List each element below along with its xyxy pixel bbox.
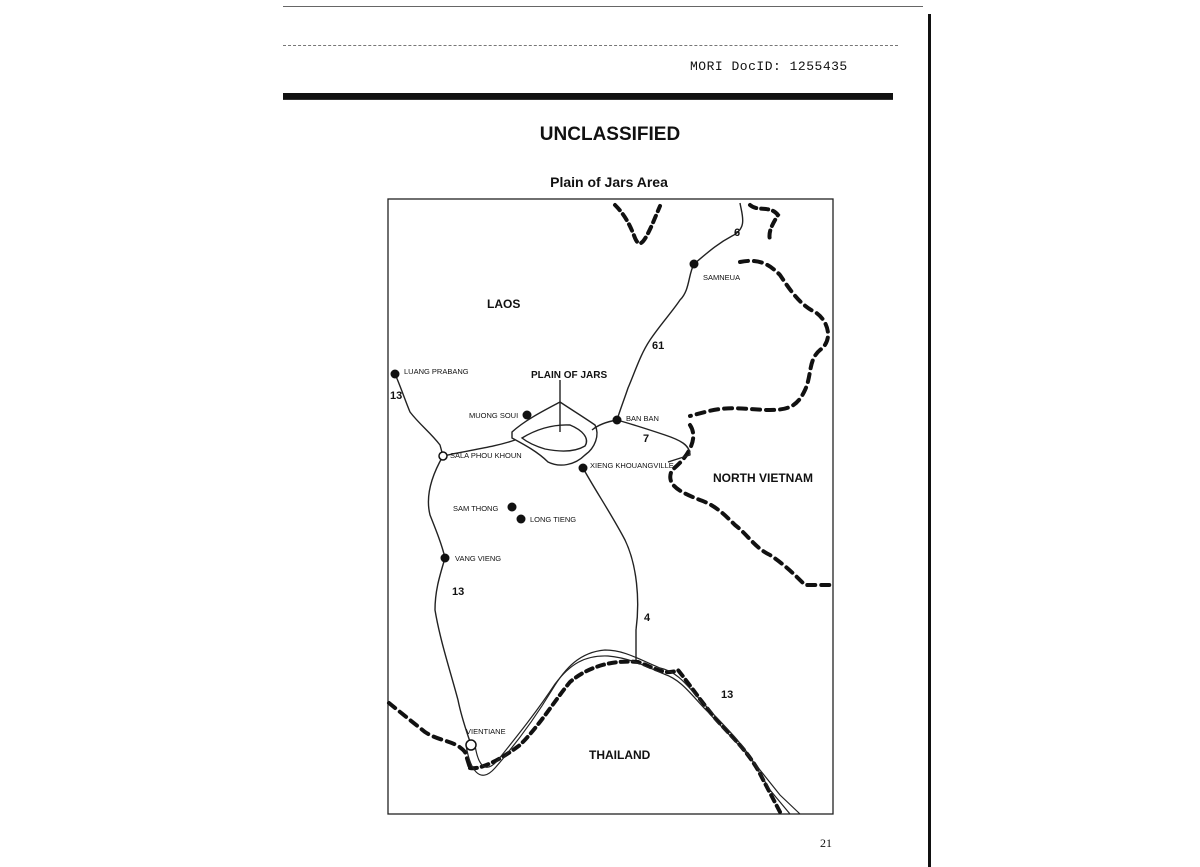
route-label-7: 7 [643,433,650,445]
label-sam-thong: SAM THONG [453,504,499,513]
marker-sam-thong [508,503,517,512]
route-label-13-mid: 13 [452,586,465,598]
label-vang-vieng: VANG VIENG [455,554,502,563]
marker-vientiane [466,740,476,750]
label-samneua: SAMNEUA [703,273,741,282]
route-label-4: 4 [644,612,651,624]
label-xieng-khouangville: XIENG KHOUANGVILLE [590,461,674,470]
route-label-13-north: 13 [390,390,403,402]
label-muong-soui: MUONG SOUI [469,411,519,420]
route-label-61: 61 [652,340,665,352]
marker-muong-soui [523,411,532,420]
label-north-vietnam: NORTH VIETNAM [713,471,813,485]
marker-luang-prabang [391,370,400,379]
mekong-river-a [466,650,790,814]
page-number: 21 [820,836,832,850]
route-label-6: 6 [734,227,741,239]
border-north-b [750,205,778,240]
label-plain-of-jars: PLAIN OF JARS [531,370,608,381]
doc-id: MORI DocID: 1255435 [690,59,848,74]
marker-ban-ban [613,416,622,425]
classification-marking: UNCLASSIFIED [539,124,681,145]
label-laos: LAOS [487,297,521,311]
border-west [389,703,470,768]
border-north-a [615,205,660,243]
road-13-north [395,374,443,456]
label-sala-phou-khoun: SALA PHOU KHOUN [450,451,522,460]
label-thailand: THAILAND [589,748,651,762]
marker-long-tieng [517,515,526,524]
label-luang-prabang: LUANG PRABANG [404,367,469,376]
road-7 [617,420,690,462]
marker-sala-phou-khoun [439,452,447,460]
label-long-tieng: LONG TIENG [530,515,577,524]
mekong-river-b [475,656,800,814]
route-label-13-east: 13 [721,689,734,701]
label-ban-ban: BAN BAN [626,414,659,423]
marker-xieng-khouangville [579,464,588,473]
border-nv-south [670,425,832,585]
marker-vang-vieng [441,554,450,563]
road-13-mid [428,456,445,558]
plain-of-jars-inner [522,425,587,451]
label-vientiane: VIENTIANE [466,727,506,736]
marker-samneua [690,260,699,269]
map-title: Plain of Jars Area [550,174,668,190]
road-4 [583,468,638,660]
border-laos-vietnam [690,261,828,416]
